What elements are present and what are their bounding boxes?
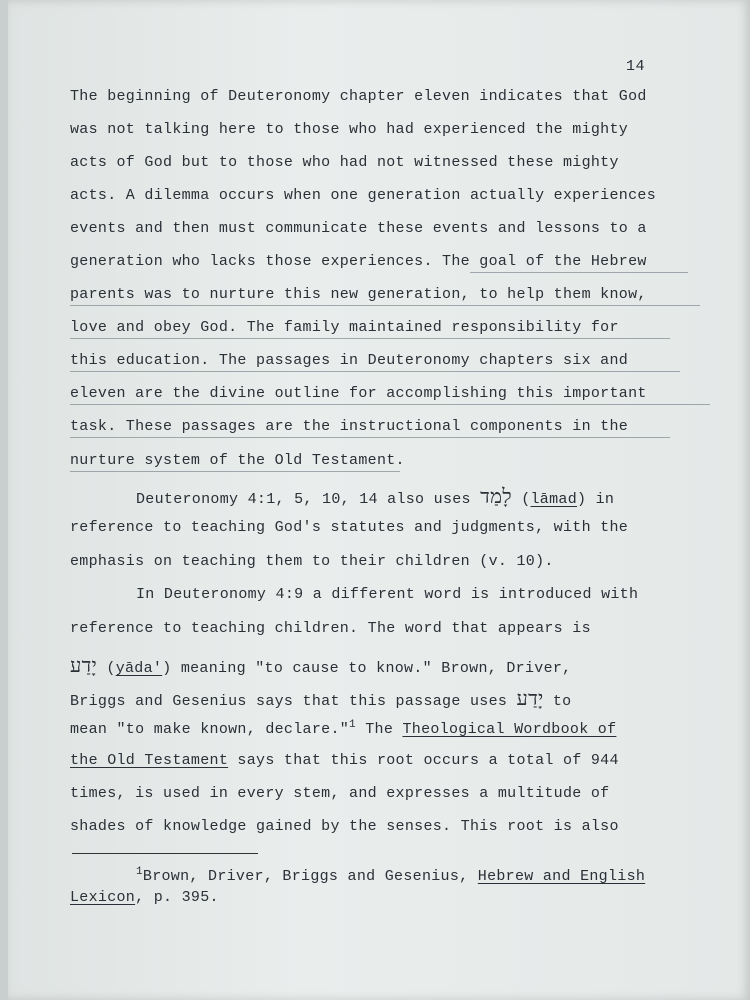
text-segment: Deuteronomy 4:1, 5, 10, 14 also uses: [136, 491, 481, 508]
text-line: eleven are the divine outline for accomplishing this important: [70, 385, 647, 402]
text-line: [70, 653, 571, 678]
text-segment: mean "to make known, declare.": [70, 721, 350, 738]
hebrew-yada: יָדַע: [516, 686, 544, 710]
pencil-underline: [70, 338, 670, 339]
text-line: shades of knowledge gained by the senses. This root is also: [70, 818, 619, 835]
text-line: acts of God but to those who had not witnessed these mighty: [70, 154, 619, 171]
pencil-underline: [70, 371, 680, 372]
text-line: generation who lacks those experiences. The goal of the Hebrew: [70, 253, 647, 270]
book-title: Hebrew and English: [477, 868, 646, 885]
book-title: the Old Testament: [70, 752, 229, 769]
text-segment: says that this root occurs a total of 944: [228, 752, 619, 769]
text-segment: , p. 395.: [135, 889, 219, 906]
pencil-underline: [70, 305, 700, 306]
text-line: [70, 752, 619, 769]
book-title: Theological Wordbook of: [402, 721, 617, 738]
text-segment: (: [97, 660, 116, 677]
text-line: task. These passages are the instructional components in the: [70, 418, 629, 435]
text-segment: Brown, Driver, Briggs and Gesenius,: [142, 868, 478, 885]
text-line: times, is used in every stem, and expresses a multitude of: [70, 785, 610, 802]
text-line: was not talking here to those who had experienced the mighty: [70, 121, 629, 138]
transliteration-yada: yāda': [115, 660, 163, 677]
text-line: reference to teaching children. The word that appears is: [70, 620, 591, 637]
hebrew-lamad: לָמַד: [480, 484, 512, 508]
pencil-underline: [470, 272, 688, 273]
document-page: [8, 0, 750, 1000]
page-number: 14: [626, 58, 646, 75]
text-segment: (: [511, 491, 531, 508]
footnote-line: [136, 866, 645, 885]
text-segment: ) meaning "to cause to know." Brown, Driver,: [162, 660, 572, 677]
book-title: Lexicon: [70, 889, 136, 906]
text-segment: ) in: [577, 491, 615, 508]
footnote-line: [70, 889, 219, 906]
text-segment: Briggs and Gesenius says that this passage uses: [70, 693, 517, 710]
text-segment: The: [355, 721, 403, 738]
pencil-underline: [70, 471, 400, 472]
text-line: [70, 686, 571, 711]
pencil-underline: [70, 404, 710, 405]
text-line: parents was to nurture this new generation, to help them know,: [70, 286, 647, 303]
text-line: [136, 484, 614, 509]
footnote-mark: 1: [136, 866, 143, 878]
pencil-underline: [70, 437, 670, 438]
text-line: [70, 719, 616, 738]
text-line: reference to teaching God's statutes and judgments, with the: [70, 519, 629, 536]
text-line: acts. A dilemma occurs when one generation actually experiences: [70, 187, 656, 204]
text-line: this education. The passages in Deuteronomy chapters six and: [70, 352, 629, 369]
footnote-rule: [72, 853, 258, 854]
text-line: emphasis on teaching them to their children (v. 10).: [70, 553, 554, 570]
text-line: events and then must communicate these events and lessons to a: [70, 220, 647, 237]
transliteration-lamad: lāmad: [530, 491, 578, 508]
text-line: In Deuteronomy 4:9 a different word is introduced with: [136, 586, 639, 603]
hebrew-yada: יָדַע: [70, 653, 98, 677]
footnote-ref: 1: [349, 719, 356, 731]
text-segment: to: [543, 693, 572, 710]
text-line: nurture system of the Old Testament.: [70, 452, 405, 469]
text-line: love and obey God. The family maintained responsibility for: [70, 319, 619, 336]
text-line: The beginning of Deuteronomy chapter eleven indicates that God: [70, 88, 647, 105]
